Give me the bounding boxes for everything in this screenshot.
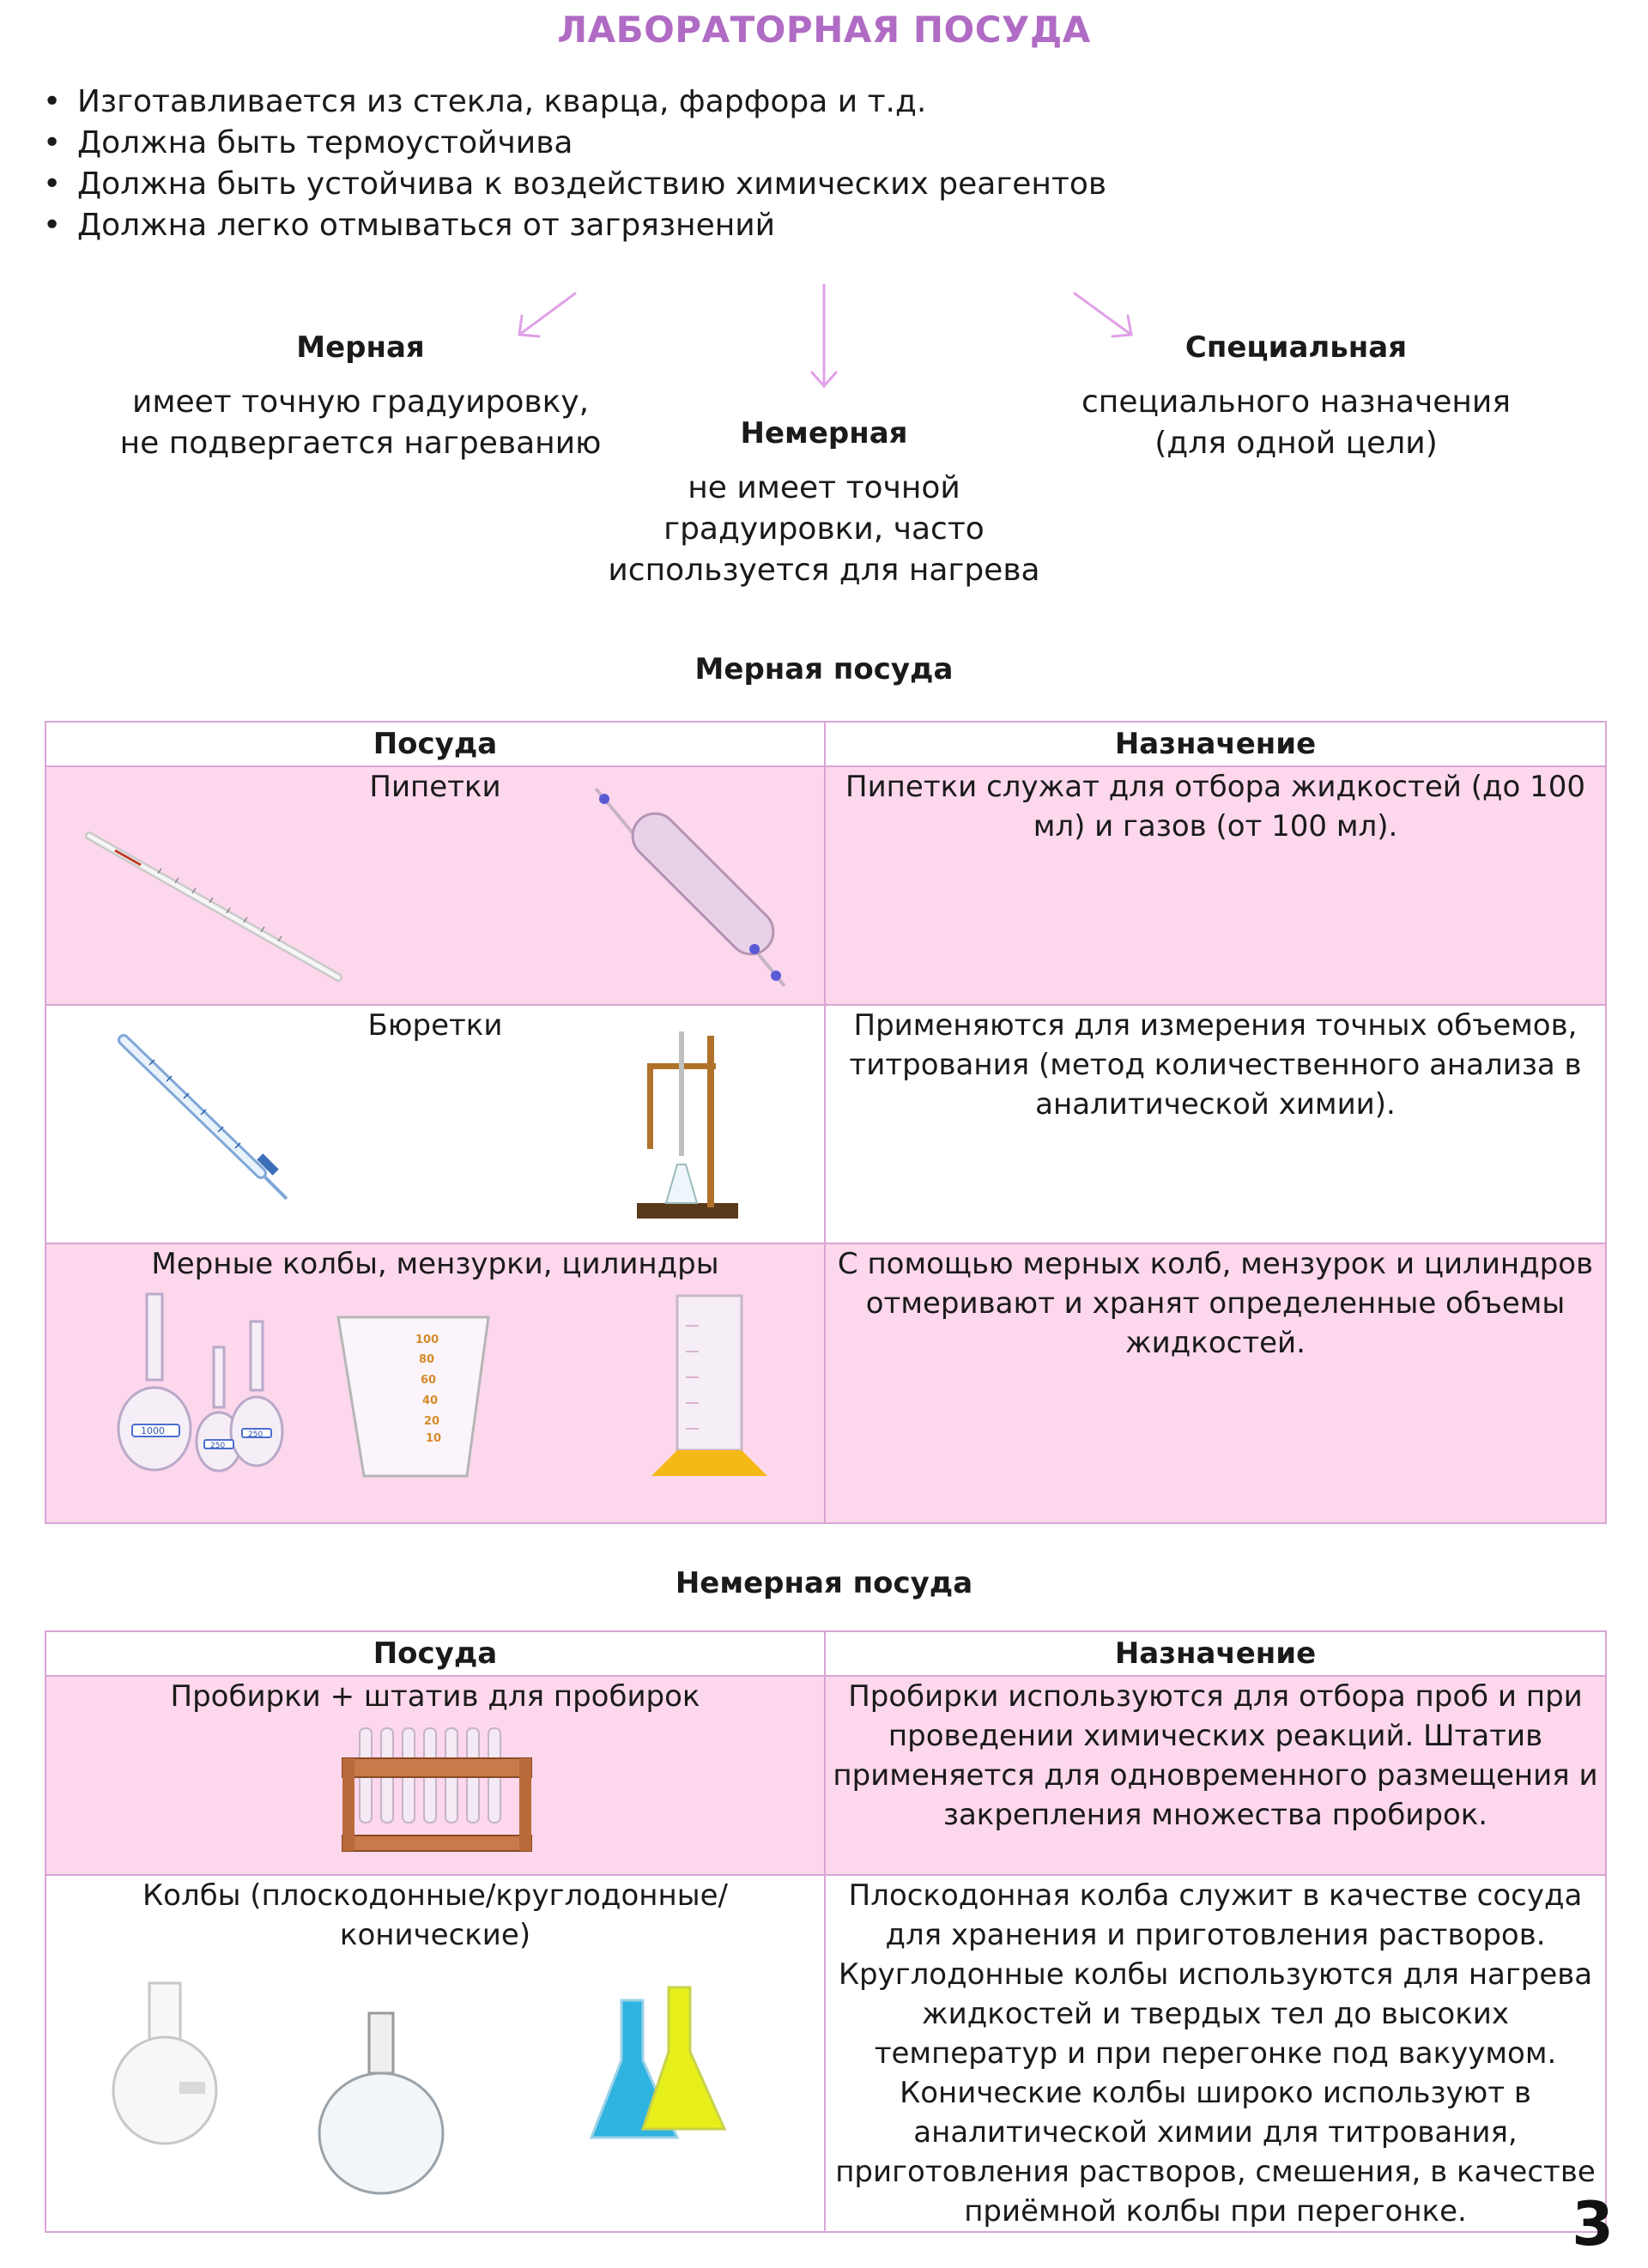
beaker-scale-label: 10 bbox=[426, 1432, 442, 1445]
desc-line: не имеет точной bbox=[688, 470, 960, 505]
purpose-text: Пробирки используются для отбора проб и при проведении химических реакций. Штатив применяется для одновременного размещения и закрепления множества пробирок. bbox=[833, 1679, 1598, 1832]
table-row bbox=[45, 1005, 1606, 1243]
item-name: Мерные колбы, мензурки, цилиндры bbox=[151, 1247, 719, 1281]
beaker-scale-label: 80 bbox=[419, 1353, 435, 1366]
item-name: Пробирки + штатив для пробирок bbox=[170, 1679, 700, 1714]
list-item: • Должна быть устойчива к воздействию химических реагентов bbox=[43, 164, 1106, 205]
measuring-cylinder-image bbox=[647, 1291, 767, 1480]
purpose-text: Применяются для измерения точных объемов, титрования (метод количественного анализа в аналитической химии). bbox=[849, 1008, 1582, 1122]
flask-label: 250 bbox=[210, 1442, 226, 1450]
table-cell bbox=[825, 766, 1606, 1005]
beaker-scale-label: 60 bbox=[421, 1374, 437, 1387]
special-type-block bbox=[1030, 330, 1562, 464]
item-name: Пипетки bbox=[369, 770, 501, 804]
desc-line: не подвергается нагреванию bbox=[119, 426, 602, 461]
table-cell bbox=[45, 1005, 825, 1243]
item-name: Бюретки bbox=[367, 1008, 503, 1043]
table-row bbox=[45, 1243, 1606, 1523]
desc-line: градуировки, часто bbox=[663, 511, 985, 547]
beaker-scale-label: 40 bbox=[422, 1394, 439, 1407]
desc-line: (для одной цели) bbox=[1154, 426, 1438, 461]
non-measured-table bbox=[45, 1630, 1607, 2233]
arrow-down-icon bbox=[812, 285, 836, 386]
table-cell bbox=[45, 1875, 825, 2232]
desc-line: используется для нагрева bbox=[608, 553, 1040, 588]
purpose-text: Плоскодонная колба служит в качестве сосуда для хранения и приготовления растворов. Круглодонные колбы используются для нагрева жидкостей и твердых тел до высоких температур и при перегонке под вакуумом. Конические колбы широко используют в аналитической химии для титрования, приготовления растворов, смешения, в качестве приёмной колбы при перегонке. bbox=[835, 1878, 1596, 2229]
non-measured-type-desc bbox=[584, 468, 1064, 591]
round-bottom-flask-image bbox=[304, 2009, 458, 2198]
special-type-title: Специальная bbox=[1184, 330, 1408, 365]
beaker-scale-label: 20 bbox=[424, 1415, 440, 1428]
page-title: ЛАБОРАТОРНАЯ ПОСУДА bbox=[557, 9, 1091, 51]
purpose-text: С помощью мерных колб, мензурок и цилиндров отмеривают и хранят определенные объемы жидкостей. bbox=[837, 1247, 1594, 1360]
volumetric-flasks-image bbox=[115, 1287, 287, 1476]
table-cell bbox=[45, 766, 825, 1005]
special-type-desc bbox=[1030, 382, 1562, 464]
measured-type-desc bbox=[94, 382, 627, 464]
requirements-list bbox=[43, 82, 1106, 246]
burette-image bbox=[115, 1031, 321, 1203]
non-measured-section-title: Немерная посуда bbox=[675, 1566, 973, 1600]
non-measured-type-block bbox=[584, 416, 1064, 591]
beaker-scale-label: 100 bbox=[415, 1334, 439, 1346]
graduated-pipette-image bbox=[81, 819, 364, 990]
table-cell bbox=[825, 1676, 1606, 1875]
flat-bottom-flask-image bbox=[89, 1979, 244, 2150]
flask-label: 250 bbox=[248, 1430, 264, 1439]
desc-line: имеет точную градуировку, bbox=[131, 384, 590, 420]
table-cell bbox=[825, 1005, 1606, 1243]
table-header: Назначение bbox=[825, 1631, 1606, 1676]
gas-pipette-image bbox=[579, 780, 802, 995]
measured-type-block bbox=[94, 330, 627, 464]
measured-type-title: Мерная bbox=[296, 330, 425, 365]
measured-table bbox=[45, 721, 1607, 1524]
list-item: • Должна легко отмываться от загрязнений bbox=[43, 205, 1106, 246]
measured-section-title: Мерная посуда bbox=[694, 652, 954, 686]
table-cell bbox=[45, 1243, 825, 1523]
item-name: Колбы (плоскодонные/круглодонные/конические) bbox=[142, 1878, 728, 1952]
list-item: • Изготавливается из стекла, кварца, фарфора и т.д. bbox=[43, 82, 1106, 123]
titration-stand-image bbox=[630, 1027, 750, 1225]
table-cell bbox=[825, 1875, 1606, 2232]
flask-label: 1000 bbox=[141, 1425, 165, 1436]
table-row bbox=[45, 766, 1606, 1005]
table-row bbox=[45, 1875, 1606, 2232]
table-header: Назначение bbox=[825, 722, 1606, 766]
table-cell bbox=[45, 1676, 825, 1875]
table-cell bbox=[825, 1243, 1606, 1523]
table-row bbox=[45, 1676, 1606, 1875]
test-tube-rack-image bbox=[334, 1724, 540, 1861]
table-header: Посуда bbox=[45, 1631, 825, 1676]
conical-flasks-image bbox=[583, 1979, 737, 2150]
table-header: Посуда bbox=[45, 722, 825, 766]
desc-line: специального назначения bbox=[1082, 384, 1511, 420]
page-number: 3 bbox=[1572, 2189, 1614, 2259]
purpose-text: Пипетки служат для отбора жидкостей (до 100 мл) и газов (от 100 мл). bbox=[845, 770, 1585, 844]
beaker-image bbox=[330, 1313, 501, 1485]
non-measured-type-title: Немерная bbox=[740, 416, 908, 451]
list-item: • Должна быть термоустойчива bbox=[43, 123, 1106, 164]
